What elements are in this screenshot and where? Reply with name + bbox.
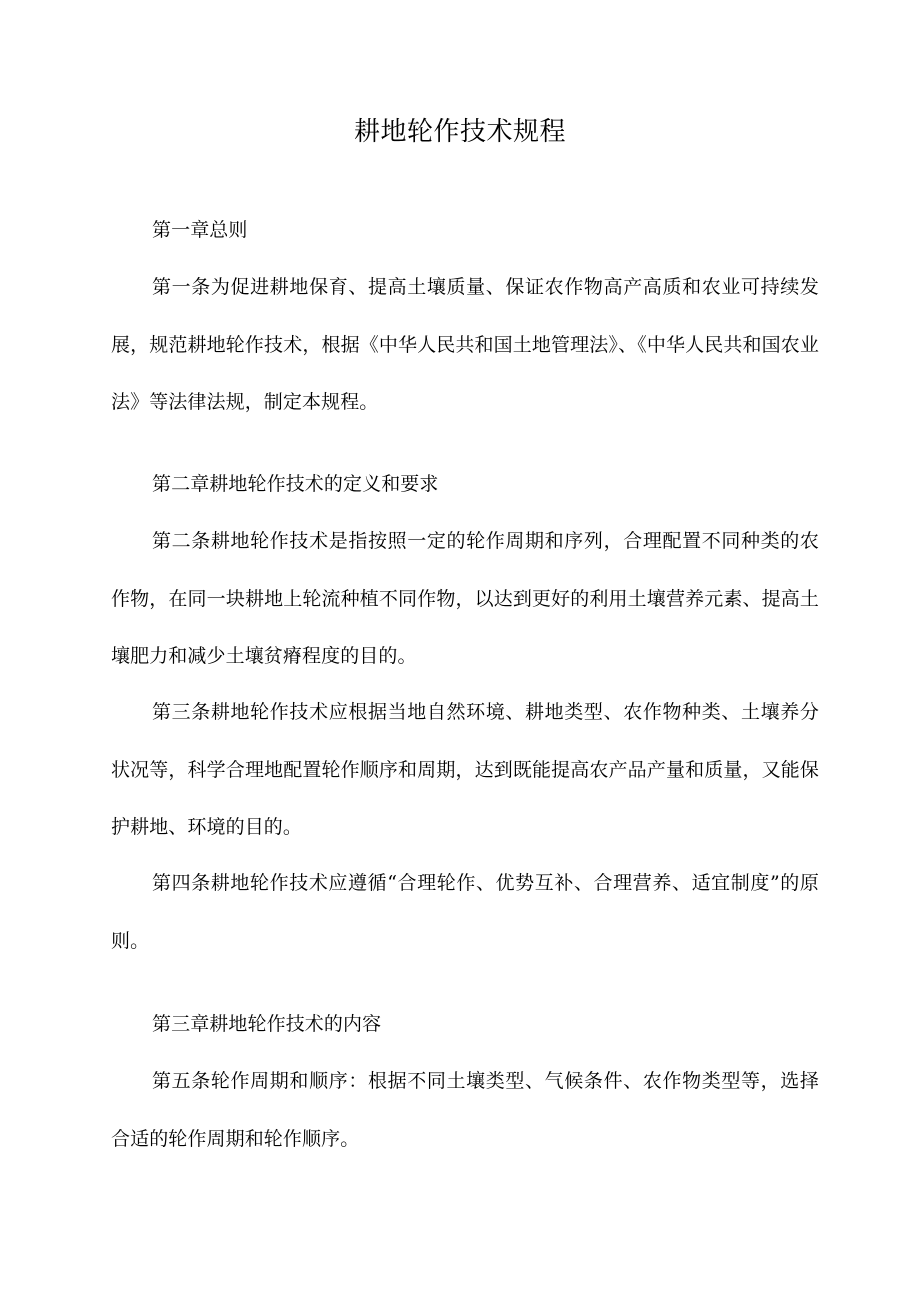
article-3-paragraph: 第三条耕地轮作技术应根据当地自然环境、耕地类型、农作物种类、土壤养分状况等，科学合理地配置轮作顺序和周期，达到既能提高农产品产量和质量，又能保护耕地、环境的目的。 [111, 701, 819, 838]
chapter-1-heading: 第一章总则 [152, 219, 248, 241]
article-2-paragraph: 第二条耕地轮作技术是指按照一定的轮作周期和序列，合理配置不同种类的农作物，在同一块耕地上轮流种植不同作物，以达到更好的利用土壤营养元素、提高土壤肥力和减少土壤贫瘠程度的目的。 [111, 530, 819, 667]
article-5-paragraph: 第五条轮作周期和顺序：根据不同土壤类型、气候条件、农作物类型等，选择合适的轮作周期和轮作顺序。 [111, 1070, 819, 1150]
document-title: 耕地轮作技术规程 [353, 117, 566, 147]
article-1-paragraph: 第一条为促进耕地保育、提高土壤质量、保证农作物高产高质和农业可持续发展，规范耕地轮作技术，根据《中华人民共和国土地管理法》、《中华人民共和国农业法》等法律法规，制定本规程。 [111, 276, 819, 413]
chapter-3-heading: 第三章耕地轮作技术的内容 [152, 1013, 382, 1035]
chapter-2-heading: 第二章耕地轮作技术的定义和要求 [152, 473, 439, 495]
article-4-paragraph: 第四条耕地轮作技术应遵循“合理轮作、优势互补、合理营养、适宜制度”的原则。 [111, 872, 819, 952]
